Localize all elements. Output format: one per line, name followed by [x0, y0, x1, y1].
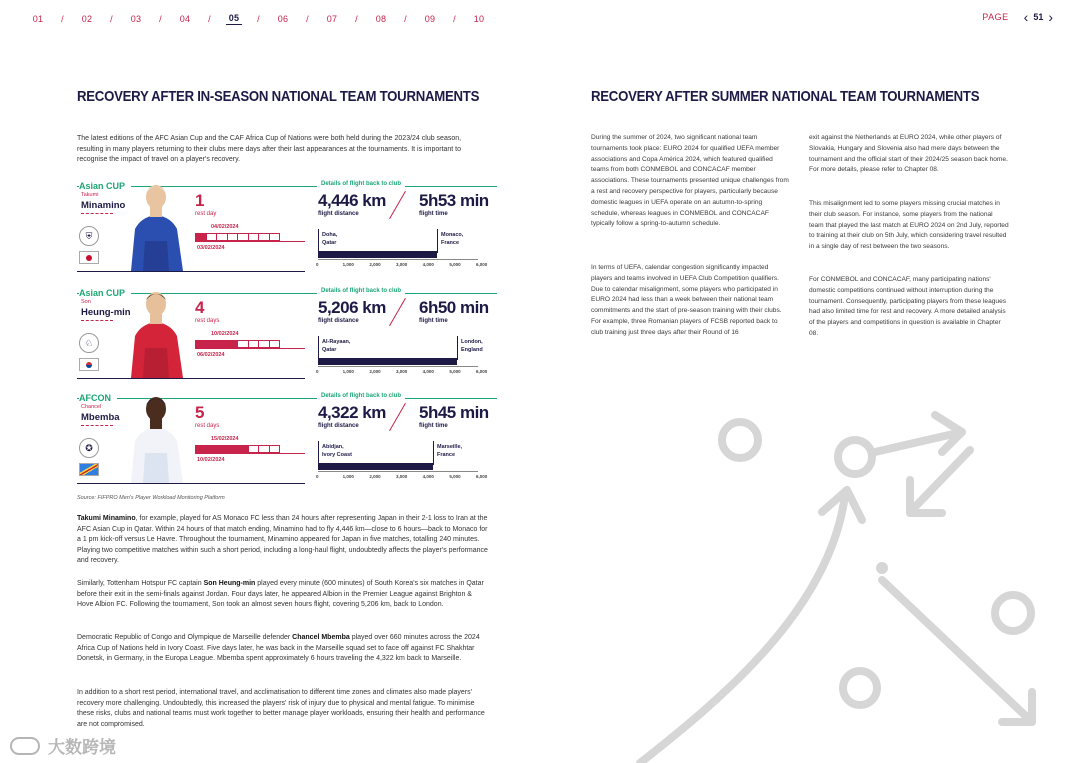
nav-separator: /: [61, 14, 64, 24]
nav-separator: /: [404, 14, 407, 24]
rest-days-label: rest days: [195, 318, 220, 324]
nav-chapter-04[interactable]: 04: [179, 14, 191, 24]
distance-axis: [318, 366, 478, 367]
prev-page-icon[interactable]: ‹: [1023, 9, 1029, 25]
club-badge-icon: ⛨: [79, 226, 99, 246]
name-minamino: Takumi Minamino: [77, 515, 136, 522]
destination-tick: [433, 441, 434, 465]
axis-tick-label: 0: [316, 369, 319, 374]
pager: [982, 9, 1058, 25]
text-son-pre: Similarly, Tottenham Hotspur FC captain: [77, 580, 204, 587]
name-mbemba: Chancel Mbemba: [292, 634, 350, 641]
axis-tick-label: 0: [316, 262, 319, 267]
axis-tick-label: 6,000: [476, 474, 488, 479]
axis-tick-label: 0: [316, 474, 319, 479]
rest-calendar: [195, 340, 279, 348]
date-return: 04/02/2024: [211, 224, 239, 230]
back-arrow-line: [912, 450, 970, 510]
distance-bar: [318, 358, 457, 365]
watermark: [10, 733, 116, 758]
paragraph-minamino: [77, 514, 489, 567]
nav-separator: /: [159, 14, 162, 24]
divider-slash: [389, 191, 406, 219]
right-col1-p1: During the summer of 2024, two significant national team tournaments took place: EURO 2024 for qualified UEFA member associations and Copa América 2024, which featured qualified teams from both CONMEBOL and CONCACAF member associations. These tournaments presented unique challenges from a rest and recovery perspective for players, particularly because domestic leagues in UEFA operate on an autumn-to-spring schedule, whereas leagues in CONMEBOL and CONCACAF typically follow a spring-to-autumn schedule.: [591, 134, 789, 228]
competition-label: AFCON: [79, 393, 117, 403]
axis-tick-label: 3,000: [396, 474, 408, 479]
flight-distance: 5,206 km: [318, 298, 386, 317]
name-son: Son Heung-min: [203, 580, 256, 587]
curve-arrow-line: [640, 495, 845, 763]
player-photo: [121, 181, 191, 271]
nav-chapter-08[interactable]: 08: [375, 14, 387, 24]
destination-city: Marseille, France: [437, 444, 463, 458]
nav-chapter-07[interactable]: 07: [326, 14, 338, 24]
player-first-name: Chancel: [81, 404, 102, 410]
rest-calendar: [195, 445, 279, 453]
origin-tick: [318, 336, 319, 360]
club-badge-icon: ♘: [79, 333, 99, 353]
watermark-logo-icon: [10, 737, 40, 755]
destination-tick: [437, 229, 438, 253]
origin-city: Abidjan, Ivory Coast: [322, 444, 352, 458]
date-last-match: 03/02/2024: [197, 245, 225, 251]
marker-circle: [838, 440, 872, 474]
flight-details-label: Details of flight back to club: [317, 393, 405, 399]
right-col2-p2: This misalignment led to some players missing crucial matches in their club season. For instance, some players from the national team that played the last match at EURO 2024 on 2nd July, reported to training at their club on 5th July, which considering travel resulted in a single day of rest between the two seasons.: [809, 200, 1009, 251]
flight-time: 5h53 min: [419, 191, 489, 210]
origin-city: Al-Rayaan, Qatar: [322, 339, 351, 353]
nav-chapter-06[interactable]: 06: [277, 14, 289, 24]
flight-time-label: flight time: [419, 318, 448, 324]
axis-tick-label: 1,000: [342, 262, 354, 267]
divider-slash: [389, 403, 406, 431]
marker-circle: [995, 595, 1031, 631]
rest-days-number: 5: [195, 403, 205, 422]
player-last-name: Mbemba: [81, 412, 120, 423]
axis-tick-label: 6,000: [476, 262, 488, 267]
nav-chapter-10[interactable]: 10: [473, 14, 485, 24]
destination-city: Monaco, France: [441, 232, 464, 246]
left-intro: The latest editions of the AFC Asian Cup and the CAF Africa Cup of Nations were both held during the 2023/24 club season, resulting in many players returning to their clubs mere days after their last appearances at the tournaments. It is important to recognise the impact of travel on a player's recovery.: [77, 135, 462, 164]
flight-distance-label: flight distance: [318, 211, 359, 217]
axis-tick-label: 4,000: [422, 262, 434, 267]
name-underline: [81, 425, 113, 426]
tactics-diagram: [600, 400, 1080, 763]
nav-separator: /: [257, 14, 260, 24]
rest-days-number: 4: [195, 298, 205, 317]
destination-tick: [457, 336, 458, 360]
name-underline: [81, 320, 113, 321]
divider-slash: [389, 298, 406, 326]
text-minamino: , for example, played for AS Monaco FC less than 24 hours after representing Japan in their 2-1 loss to Iran at the AFC Asian Cup in Qatar. Within 24 hours of that match ending, Minamino had to fly 4,446 km—close to 6 hours—back to Monaco for a 1 pm kick-off versus Le Havre. Throughout the tournament, Minamino appeared for Japan in five matches, totalling 240 minutes. Playing two competitive matches within such a short period, including a long-haul flight, undoubtedly affects the player's performance and recovery.: [77, 515, 488, 565]
axis-tick-label: 2,000: [369, 369, 381, 374]
club-badge-icon: ✪: [79, 438, 99, 458]
distance-axis: [318, 471, 478, 472]
axis-tick-label: 6,000: [476, 369, 488, 374]
axis-tick-label: 2,000: [369, 262, 381, 267]
name-underline: [81, 213, 113, 214]
right-col2-p1: exit against the Netherlands at EURO 2024, while other players of Slovakia, Hungary and Slovenia also had mere days between the tournament and the official start of their 2024/25 season back home. For more details, please refer to Chapter 08.: [809, 134, 1008, 174]
calendar-day: [269, 340, 281, 348]
axis-tick-label: 5,000: [449, 474, 461, 479]
competition-label: Asian CUP: [79, 288, 131, 298]
text-mbemba: played over 660 minutes across the 2024 Africa Cup of Nations held in Ivory Coast. Five days later, he was back in the Marseille squad set to face off against FC Shakhtar Donetsk, in Germany, in the Europa League. Mbemba spent approximately 6 hours traveling the 4,322 km back to Marseille.: [77, 634, 480, 663]
player-card: [77, 288, 497, 388]
flight-distance-label: flight distance: [318, 423, 359, 429]
rest-calendar: [195, 233, 279, 241]
destination-city: London, England: [461, 339, 483, 353]
rest-leader-line: [195, 348, 305, 349]
axis-tick-label: 1,000: [342, 474, 354, 479]
nav-separator: /: [208, 14, 211, 24]
nav-separator: /: [453, 14, 456, 24]
marker-circle: [843, 671, 877, 705]
nav-chapter-05[interactable]: 05: [226, 13, 242, 25]
rest-days-number: 1: [195, 191, 205, 210]
flight-time-label: flight time: [419, 423, 448, 429]
axis-tick-label: 3,000: [396, 262, 408, 267]
flight-details-label: Details of flight back to club: [317, 181, 405, 187]
axis-tick-label: 4,000: [422, 474, 434, 479]
flight-details-label: Details of flight back to club: [317, 288, 405, 294]
rest-leader-line: [195, 453, 305, 454]
text-mbemba-pre: Democratic Republic of Congo and Olympique de Marseille defender: [77, 634, 293, 641]
calendar-day: [269, 445, 281, 453]
date-last-match: 06/02/2024: [197, 352, 225, 358]
flight-time-label: flight time: [419, 211, 448, 217]
next-page-icon[interactable]: ›: [1048, 9, 1053, 25]
nation-flag-icon: [79, 251, 99, 264]
nav-separator: /: [110, 14, 113, 24]
distance-axis: [318, 259, 478, 260]
page-number: 51: [1033, 12, 1044, 22]
card-bottom-line: [77, 378, 305, 379]
card-bottom-line: [77, 483, 305, 484]
player-last-name: Heung-min: [81, 307, 131, 318]
text-son: played every minute (600 minutes) of South Korea's six matches in Qatar before their exit in the semi-finals against Jordan. Four days later, he appeared Albion in the Premier League against Brighton & Hove Albion FC. Following the tournament, Son took an almost seven hours flight, covering 5,206 km, back to London.: [77, 580, 484, 609]
origin-city: Doha, Qatar: [322, 232, 338, 246]
competition-label: Asian CUP: [79, 181, 131, 191]
paragraph-son: [77, 579, 489, 611]
source-note: Source: FIFPRO Men's Player Workload Monitoring Platform: [77, 495, 225, 501]
origin-tick: [318, 441, 319, 465]
player-first-name: Takumi: [81, 192, 99, 198]
nav-chapter-09[interactable]: 09: [424, 14, 436, 24]
player-card: [77, 181, 497, 281]
right-col2-p3: For CONMEBOL and CONCACAF, many participating nations' domestic competitions continued without interruption during the tournament. Consequently, participating players from these leagues had also limited time for rest and recovery. A more detailed analysis of the players and competitions in question is available in Chapter 08.: [809, 276, 1007, 337]
origin-tick: [318, 229, 319, 253]
nav-chapter-02[interactable]: 02: [81, 14, 93, 24]
rest-days-label: rest days: [195, 423, 220, 429]
flight-distance: 4,322 km: [318, 403, 386, 422]
player-last-name: Minamino: [81, 200, 126, 211]
watermark-text: 大数跨境: [48, 738, 116, 757]
nation-flag-icon: [79, 358, 99, 371]
right-title: RECOVERY AFTER SUMMER NATIONAL TEAM TOURNAMENTS: [591, 88, 980, 105]
date-return: 15/02/2024: [211, 436, 239, 442]
left-title: RECOVERY AFTER IN-SEASON NATIONAL TEAM TOURNAMENTS: [77, 88, 480, 105]
paragraph-conclusion: In addition to a short rest period, international travel, and acclimatisation to different time zones and climates also made players' recovery more challenging. Undoubtedly, this increased the players' risk of injury due to physical and mental fatigue. To minimise these risks, clubs and national teams must work together to better manage player workloads, ensuring their health and performance are not compromised.: [77, 689, 485, 728]
rest-days-label: rest day: [195, 211, 217, 217]
distance-bar: [318, 463, 433, 470]
rest-leader-line: [195, 241, 305, 242]
paragraph-mbemba: [77, 633, 489, 665]
axis-tick-label: 3,000: [396, 369, 408, 374]
axis-tick-label: 1,000: [342, 369, 354, 374]
marker-circle: [722, 422, 758, 458]
right-col1-p2: In terms of UEFA, calendar congestion significantly impacted players and teams involved in UEFA Club Competition qualifiers. Due to calendar misalignment, some players who participated in EURO 2024 had less than a week between their national team commitments and the start of pre-season training with their clubs. For example, three Romanian players of FCSB reported back to club training just three days after their Round of 16: [591, 264, 782, 336]
nav-separator: /: [355, 14, 358, 24]
nation-flag-icon: [79, 463, 99, 476]
nav-separator: /: [306, 14, 309, 24]
axis-tick-label: 4,000: [422, 369, 434, 374]
flight-time: 5h45 min: [419, 403, 489, 422]
run-arrow-line: [882, 580, 1030, 720]
axis-tick-label: 5,000: [449, 369, 461, 374]
date-last-match: 10/02/2024: [197, 457, 225, 463]
nav-chapter-01[interactable]: 01: [32, 14, 44, 24]
nav-chapter-03[interactable]: 03: [130, 14, 142, 24]
date-return: 10/02/2024: [211, 331, 239, 337]
player-photo: [121, 393, 191, 483]
player-first-name: Son: [81, 299, 91, 305]
axis-tick-label: 2,000: [369, 474, 381, 479]
card-bottom-line: [77, 271, 305, 272]
distance-bar: [318, 251, 437, 258]
chapter-nav: [30, 13, 487, 25]
player-photo: [121, 288, 191, 378]
player-card: [77, 393, 497, 493]
axis-tick-label: 5,000: [449, 262, 461, 267]
calendar-day: [269, 233, 281, 241]
flight-distance-label: flight distance: [318, 318, 359, 324]
flight-distance: 4,446 km: [318, 191, 386, 210]
ball-dot: [876, 562, 888, 574]
flight-time: 6h50 min: [419, 298, 489, 317]
page-label: PAGE: [982, 12, 1009, 22]
